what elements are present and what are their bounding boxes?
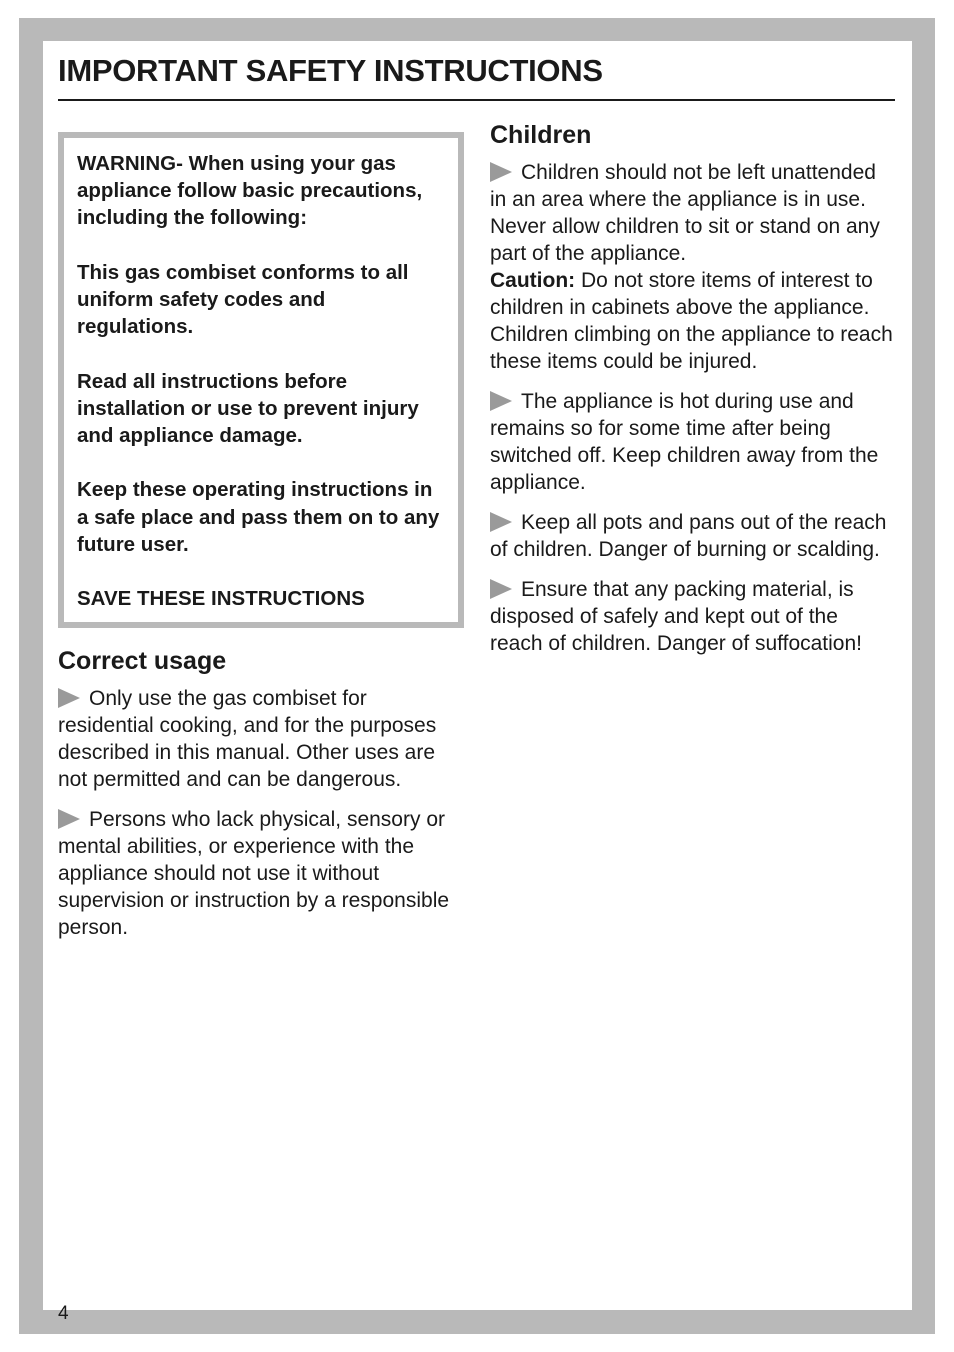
list-item (490, 159, 895, 375)
save-instructions-text: SAVE THESE INSTRUCTIONS (77, 587, 365, 611)
list-item (490, 388, 895, 496)
list-item-body (490, 159, 895, 267)
list-item (58, 806, 464, 941)
triangle-right-icon (490, 579, 512, 599)
list-item-text: Children should not be left unattended in an area where the appliance is in use. Never allow children to sit or stand on any part of the appliance. (490, 161, 880, 265)
warning-paragraph: Keep these operating instructions in a safe place and pass them on to any future user. (77, 478, 440, 556)
caution-label: Caution: (490, 269, 576, 292)
list-item-text: Only use the gas combiset for residential cooking, and for the purposes described in this manual. Other uses are not permitted and can be dangerous. (58, 687, 437, 792)
caution-text: Do not store items of interest to children in cabinets above the appliance. Children climbing on the appliance to reach these items could be injured. (490, 269, 893, 373)
right-column (490, 118, 895, 657)
caution-note (490, 267, 895, 375)
title-rule (58, 99, 895, 101)
left-column (58, 132, 464, 941)
warning-box (58, 132, 464, 628)
triangle-right-icon (490, 162, 512, 182)
list-item (490, 509, 895, 563)
triangle-right-icon (490, 512, 512, 532)
triangle-right-icon (58, 688, 80, 708)
children-heading: Children (490, 121, 592, 149)
list-item-text: Persons who lack physical, sensory or mental abilities, or experience with the appliance should not use it without supervision or instruction by a responsible person. (58, 808, 450, 940)
triangle-right-icon (490, 391, 512, 411)
list-item (58, 685, 464, 793)
warning-paragraph: This gas combiset conforms to all uniform safety codes and regulations. (77, 260, 409, 339)
triangle-right-icon (58, 809, 80, 829)
warning-paragraph: WARNING- When using your gas appliance follow basic precautions, including the following: (77, 152, 423, 230)
warning-paragraph: Read all instructions before installation or use to prevent injury and appliance damage. (77, 369, 419, 447)
page-title: IMPORTANT SAFETY INSTRUCTIONS (58, 53, 603, 88)
list-item-text: The appliance is hot during use and remains so for some time after being switched off. Keep children away from the appliance. (490, 390, 879, 494)
list-item (490, 576, 895, 657)
correct-usage-heading: Correct usage (58, 647, 227, 676)
list-item-text: Keep all pots and pans out of the reach of children. Danger of burning or scalding. (490, 511, 887, 561)
list-item-text: Ensure that any packing material, is disposed of safely and kept out of the reach of children. Danger of suffocation! (490, 578, 863, 655)
page-number: 4 (58, 1303, 69, 1324)
